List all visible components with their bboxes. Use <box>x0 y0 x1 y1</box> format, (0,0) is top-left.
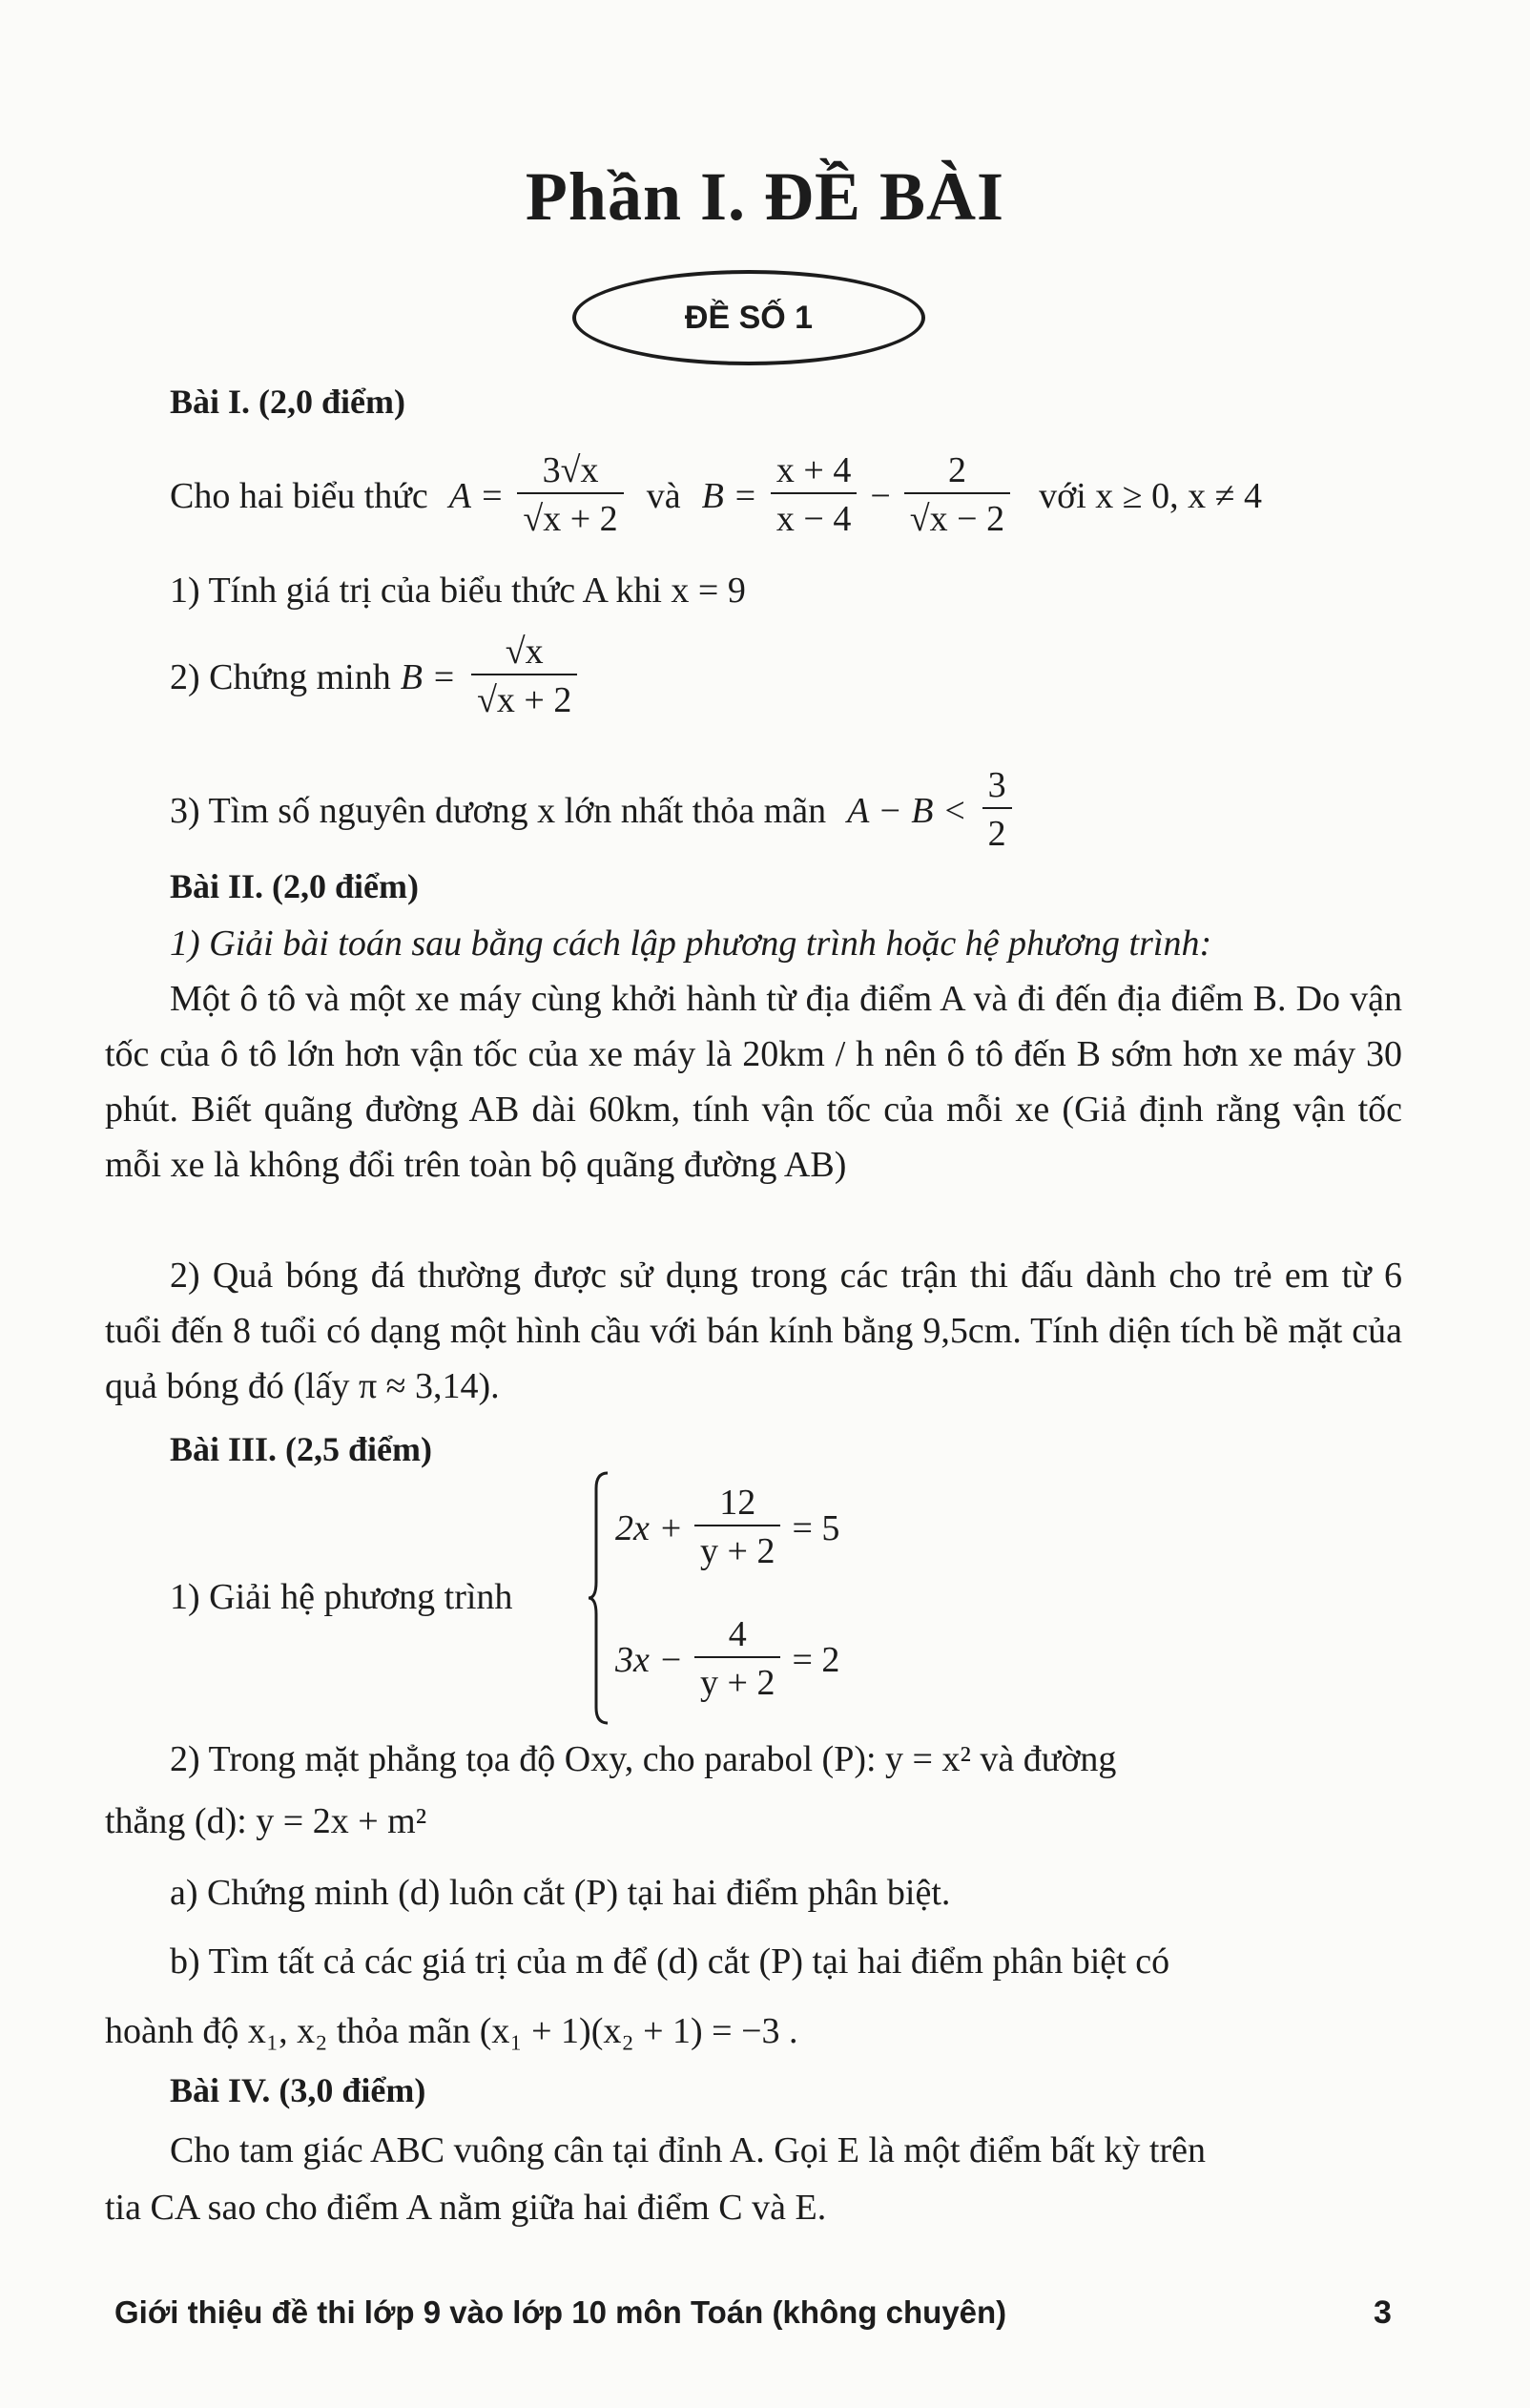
eq1-denominator: y + 2 <box>694 1525 780 1576</box>
eq1-fraction <box>694 1481 780 1576</box>
bai1-q2-numerator: √x <box>505 632 544 672</box>
bai3-q2-line-1: 2) Trong mặt phẳng tọa độ Oxy, cho parabol (P): y = x² và đường <box>170 1739 1117 1779</box>
system-brace <box>587 1469 611 1727</box>
domain-condition: với x ≥ 0, x ≠ 4 <box>1039 476 1262 516</box>
bai4-line-2: tia CA sao cho điểm A nằm giữa hai điểm C và E. <box>105 2188 827 2228</box>
eq2-numerator: 4 <box>728 1614 747 1654</box>
bai1-question-2 <box>170 630 583 725</box>
bai1-q2-denominator: √x + 2 <box>471 674 577 725</box>
eq2-denominator: y + 2 <box>694 1656 780 1708</box>
bai1-q3-text: 3) Tìm số nguyên dương x lớn nhất thỏa mãn <box>170 791 827 831</box>
bai1-expressions <box>170 448 1262 544</box>
eq2-left: 3x − <box>615 1640 684 1680</box>
bai2-question-2-body: 2) Quả bóng đá thường được sử dụng trong các trận thi đấu dành cho trẻ em từ 6 tuổi đến 8 tuổi có dạng một hình cầu với bán kính bằng 9,5cm. Tính diện tích bề mặt của quả bóng đó (lấy π ≈ 3,14). <box>105 1256 1402 1406</box>
and-word: và <box>646 476 681 516</box>
expr-b-numerator-2: 2 <box>947 450 966 490</box>
bai3-qa: a) Chứng minh (d) luôn cắt (P) tại hai điểm phân biệt. <box>170 1873 951 1913</box>
exam-label: ĐỀ SỐ 1 <box>684 299 814 336</box>
bai3-heading: Bài III. (2,5 điểm) <box>170 1430 433 1468</box>
system-equation-2 <box>615 1612 839 1708</box>
bai3-q1-text: 1) Giải hệ phương trình <box>170 1577 513 1617</box>
bai1-q2-fraction <box>471 630 577 725</box>
bai1-q2-text: 2) Chứng minh <box>170 657 391 697</box>
bai2-question-1-title: 1) Giải bài toán sau bằng cách lập phương trình hoặc hệ phương trình: <box>170 924 1212 964</box>
expr-a-fraction <box>517 448 623 544</box>
expr-b-fraction-1 <box>771 448 857 544</box>
bai3-qb-line-2: hoành độ x₁, x₂ thỏa mãn (x₁ + 1)(x₂ + 1) = −3 . <box>105 2011 798 2051</box>
expr-b-denominator-1: x − 4 <box>771 492 857 544</box>
eq1-numerator: 12 <box>719 1483 756 1523</box>
bai2-heading: Bài II. (2,0 điểm) <box>170 867 419 905</box>
bai2-question-1-body: Một ô tô và một xe máy cùng khởi hành từ địa điểm A và đi đến địa điểm B. Do vận tốc của ô tô lớn hơn vận tốc của xe máy là 20km / h nên ô tô đến B sớm hơn xe máy 30 phút. Biết quãng đường AB dài 60km, tính vận tốc của mỗi xe (Giả định rằng vận tốc mỗi xe là không đổi trên toàn bộ quãng đường AB) <box>105 979 1402 1185</box>
bai1-heading: Bài I. (2,0 điểm) <box>170 383 405 421</box>
bai1-q2-lhs: B = <box>400 657 457 697</box>
expr-a-numerator: 3√x <box>542 450 599 490</box>
system-equation-1 <box>615 1481 839 1576</box>
eq1-right: = 5 <box>792 1508 840 1548</box>
page-number: 3 <box>1374 2294 1392 2331</box>
bai1-q3-lhs: A − B < <box>847 791 967 831</box>
eq1-left: 2x + <box>615 1508 684 1548</box>
expr-b-fraction-2 <box>904 448 1010 544</box>
bai1-q3-numerator: 3 <box>987 765 1006 805</box>
bai4-heading: Bài IV. (3,0 điểm) <box>170 2071 426 2109</box>
part-title: Phần I. ĐỀ BÀI <box>525 158 1005 235</box>
bai3-q2-line-2: thẳng (d): y = 2x + m² <box>105 1801 427 1841</box>
bai1-intro: Cho hai biểu thức <box>170 476 428 516</box>
bai1-question-1: 1) Tính giá trị của biểu thức A khi x = 9 <box>170 571 746 611</box>
eq2-right: = 2 <box>792 1640 840 1680</box>
expr-a-denominator: √x + 2 <box>517 492 623 544</box>
expr-b-numerator-1: x + 4 <box>775 450 852 490</box>
footer-book-title: Giới thiệu đề thi lớp 9 vào lớp 10 môn Toán (không chuyên) <box>114 2294 1007 2330</box>
bai1-question-3 <box>170 763 1018 859</box>
expr-a-lhs: A = <box>448 476 505 516</box>
exam-label-badge <box>572 270 925 365</box>
minus-sign: − <box>870 476 891 516</box>
bai4-line-1: Cho tam giác ABC vuông cân tại đỉnh A. Gọi E là một điểm bất kỳ trên <box>170 2130 1207 2170</box>
bai3-qb-line-1: b) Tìm tất cả các giá trị của m để (d) cắt (P) tại hai điểm phân biệt có <box>170 1941 1170 1982</box>
bai1-q3-fraction <box>982 763 1012 859</box>
expr-b-lhs: B = <box>701 476 757 516</box>
expr-b-denominator-2: √x − 2 <box>904 492 1010 544</box>
eq2-fraction <box>694 1612 780 1708</box>
bai1-q3-denominator: 2 <box>982 807 1012 859</box>
